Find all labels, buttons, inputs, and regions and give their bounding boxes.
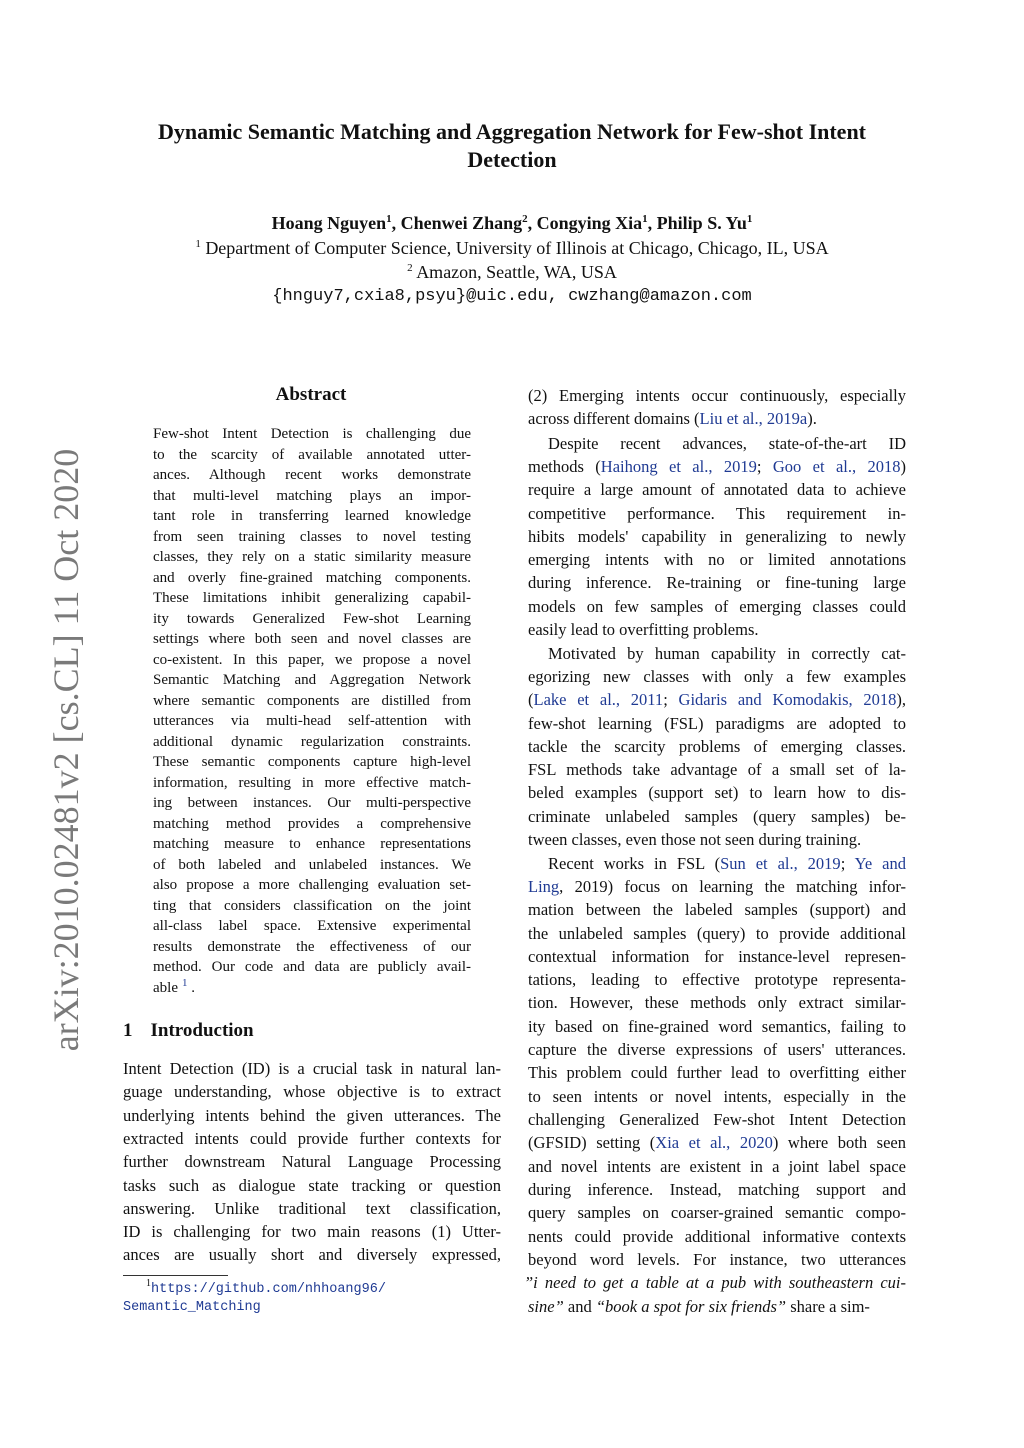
text-line-quote: ”i need to get a table at a pub with southeastern cui- [524,1273,906,1292]
citation-link[interactable]: Xia et al., 2020 [655,1133,773,1152]
text-span: ; [663,690,679,709]
abstract-line: ing between instances. Our multi-perspective [153,795,471,811]
text-span: (GFSID) setting ( [528,1133,656,1152]
text-line: challenging Generalized Few-shot Intent Detection [528,1110,906,1129]
author-emails: {hnguy7,cxia8,psyu}@uic.edu, cwzhang@amazon.com [272,287,752,306]
text-line [528,1295,906,1318]
text-line: require a large amount of annotated data to achieve [528,480,906,499]
text-span: share a sim- [786,1297,870,1316]
author-affiliation-mark: 1 [386,213,392,225]
text-line: to seen intents or novel intents, especially in the [528,1087,906,1106]
text-span: ) focus on learning the matching infor- [607,877,907,896]
abstract-line: settings where both seen and novel classes are [153,631,471,647]
text-line: tations, leading to effective prototype representa- [528,970,906,989]
author-name: Philip S. Yu [656,213,747,233]
footnote-link-continued[interactable]: Semantic_Matching [123,1300,261,1315]
intro-line: ID is challenging for two main reasons (1) Utter- [123,1222,501,1242]
text-line: easily lead to overfitting problems. [528,620,759,639]
text-line: This problem could further lead to overfitting either [528,1063,906,1082]
text-line: egorizing new classes with only a few examples [528,667,906,686]
text-line: Motivated by human capability in correctly cat- [548,644,906,663]
author-name: Congying Xia [536,213,643,233]
abstract-line: all-class label space. Extensive experimental [153,918,471,934]
intro-line: extracted intents could provide further contexts for [123,1128,501,1148]
text-span: ), [896,690,907,709]
text-span: ). [807,409,817,428]
affiliation [112,262,912,283]
text-line: capture the diverse expressions of users' utterances. [528,1040,906,1059]
citation-link[interactable]: Gidaris and Komodakis, 2018 [678,690,897,709]
citation-link[interactable]: Lake et al., 2011 [533,690,664,709]
abstract-line: These semantic components capture high-level [153,754,471,770]
text-span: ; [756,457,773,476]
text-line: and novel intents are existent in a joint label space [528,1157,906,1176]
affiliation-text: Amazon, Seattle, WA, USA [416,262,617,282]
citation-link[interactable]: Sun et al., 2019 [720,854,841,873]
affiliation-text: Department of Computer Science, University of Illinois at Chicago, Chicago, IL, USA [205,238,829,258]
footnote-ref-link[interactable]: 1 [181,976,188,989]
abstract-line: tant role in transferring learned knowledge [153,508,471,524]
author-affiliation-mark: 2 [522,213,528,225]
text-line: models on few samples of emerging classes could [528,597,906,616]
text-span: across different domains ( [528,409,700,428]
text-line: beled examples (support set) to learn how to dis- [528,783,906,802]
intro-line: ances are usually short and diversely expressed, [123,1245,501,1265]
text-line [528,1131,906,1154]
abstract-line: method. Our code and data are publicly avail- [153,959,471,975]
intro-line: further downstream Natural Language Processing [123,1152,501,1172]
abstract-line: that multi-level matching plays an impor- [153,487,471,504]
abstract-line: classes, they rely on a static similarity measure [153,549,471,565]
text-line: during inference. Re-training or fine-tuning large [528,573,906,592]
author-affiliation-mark: 1 [642,213,648,225]
text-line: FSL methods take advantage of a small set of la- [528,760,906,779]
text-line: competitive performance. This requirement in- [528,504,906,523]
text-line: query samples on coarser-grained semantic compo- [528,1203,906,1222]
text-line [528,688,906,711]
abstract-line: Semantic Matching and Aggregation Network [153,672,471,688]
abstract-line: also propose a more challenging evaluation set- [153,877,471,893]
text-span: Recent works in FSL ( [548,854,721,873]
text-line: hibits models' capability in generalizing to newly [528,527,906,546]
text-line: tackle the scarcity problems of emerging classes. [528,737,906,756]
abstract-line: of both labeled and unlabeled instances. We [153,856,471,873]
text-line: ity based on fine-grained word semantics, failing to [528,1017,906,1036]
citation-link[interactable]: Ling [528,877,560,896]
punctuation: . [187,979,195,996]
abstract-line: ting that considers classification on the joint [153,897,471,914]
text-line [528,875,906,898]
text-line [528,852,906,875]
affiliation-mark: 2 [407,262,413,274]
text-line: the unlabeled samples (query) to provide additional [528,924,906,943]
abstract-line: information, resulting in more effective match- [153,774,471,791]
abstract-line: from seen training classes to novel testing [153,528,471,545]
abstract-line: utterances via multi-head self-attention with [153,713,471,729]
intro-line: tasks such as dialogue state tracking or question [123,1175,501,1195]
intro-line: guage understanding, whose objective is to extract [123,1082,501,1102]
abstract-line: co-existent. In this paper, we propose a novel [153,651,471,668]
abstract-line: where semantic components are distilled from [153,692,471,709]
abstract-last-text: able [153,979,178,996]
citation-link[interactable]: Ye and [854,854,906,873]
footnote-mark: 1 [146,1278,151,1289]
text-line: contextual information for instance-level represen- [528,947,906,966]
section-heading-introduction [123,1020,254,1042]
footnote-rule [123,1275,228,1276]
citation-link[interactable]: Haihong et al., 2019 [600,457,757,476]
affiliation-mark: 1 [195,238,201,250]
intro-line: underlying intents behind the given utterances. The [123,1105,501,1125]
text-line: nents could provide additional informative contexts [528,1227,906,1246]
text-span: ( [528,690,534,709]
text-span: methods ( [528,457,601,476]
author-name: Chenwei Zhang [400,213,523,233]
author-list: Hoang Nguyen$^1$, Chenwei Zhang$^2$, Congying Xia$^1$, Philip S. Yu$^1$ [271,213,753,233]
abstract-heading: Abstract [275,384,347,405]
abstract-line [153,978,471,999]
text-line [528,407,906,430]
text-line: mation between the labeled samples (support) and [528,900,906,919]
text-line: criminate unlabeled samples (query samples) be- [528,807,906,826]
text-line: during inference. Instead, matching support and [528,1180,906,1199]
paper-title: Dynamic Semantic Matching and Aggregation Network for Few-shot Intent Detection [157,119,867,172]
text-span: ) where both seen [772,1133,906,1152]
text-line: tion. However, these methods only extract similar- [528,993,906,1012]
text-span: and [563,1297,596,1316]
footnote-link[interactable]: https://github.com/nhhoang96/ [151,1282,386,1297]
citation-link[interactable]: Goo et al., 2018 [772,457,901,476]
author-affiliation-mark: 1 [746,213,753,225]
affiliation [112,238,912,259]
text-span: , 2019 [559,877,608,896]
abstract-line: These limitations inhibit generalizing capabil- [153,590,471,606]
text-line: Despite recent advances, state-of-the-art ID [548,434,906,453]
intro-line: Intent Detection (ID) is a crucial task in natural lan- [123,1059,501,1078]
text-line: few-shot learning (FSL) paradigms are adopted to [528,714,906,733]
abstract-line: and overly fine-grained matching components. [153,569,471,586]
text-line: beyond word levels. For instance, two utterances [528,1250,906,1269]
abstract-line: to the scarcity of available annotated utter- [153,446,471,463]
abstract-line: additional dynamic regularization constraints. [153,733,471,750]
text-line: (2) Emerging intents occur continuously, especially [528,386,906,405]
text-line [528,455,906,478]
abstract-line: ity towards Generalized Few-shot Learning [153,610,471,627]
abstract-line: Few-shot Intent Detection is challenging due [153,426,471,442]
quote-text: sine” [528,1297,564,1316]
abstract-line: matching method provides a comprehensive [153,815,471,832]
text-span: ) [900,457,906,476]
text-span: ; [840,854,855,873]
arxiv-stamp: arXiv:2010.02481v2 [cs.CL] 11 Oct 2020 [46,448,86,1052]
text-line: emerging intents with no or limited annotations [528,550,906,569]
abstract-line: ances. Although recent works demonstrate [153,467,471,483]
citation-link[interactable]: Liu et al., 2019a [699,409,808,428]
intro-line: answering. Unlike traditional text classification, [123,1198,501,1218]
quote-text: “book a spot for six friends” [595,1297,787,1316]
text-line: tween classes, even those not seen during training. [528,830,862,849]
author-name: Hoang Nguyen [271,213,387,233]
abstract-line: matching measure to enhance representations [153,836,471,852]
section-number: 1 [123,1020,133,1041]
abstract-line: results demonstrate the effectiveness of our [153,938,471,955]
section-title: Introduction [150,1020,254,1041]
